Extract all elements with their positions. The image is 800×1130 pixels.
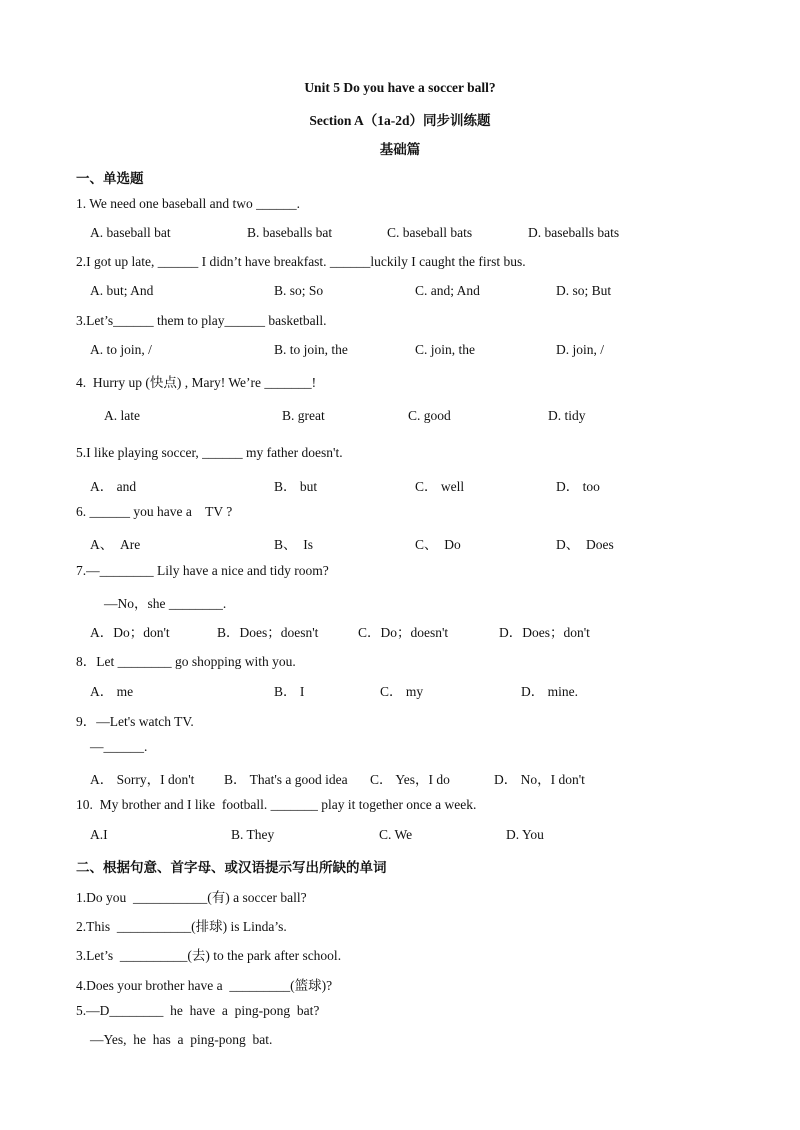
section-heading-multiple-choice: 一、单选题: [76, 171, 144, 187]
question-option: D． mine.: [521, 684, 578, 699]
question-option: B. to join, the: [274, 342, 348, 357]
question-option: B．Does；doesn't: [217, 625, 319, 640]
question-option: D. baseballs bats: [528, 225, 620, 240]
question-stem: 4. Hurry up (快点) , Mary! We’re _______!: [76, 375, 317, 390]
fill-in-item: 1.Do you ___________(有) a soccer ball?: [76, 890, 307, 905]
question-option: D. tidy: [548, 408, 586, 423]
question-option: D． No，I don't: [494, 772, 585, 787]
question-option: A． and: [90, 479, 137, 494]
question-stem: 2.I got up late, ______ I didn’t have breakfast. ______luckily I caught the first bus.: [76, 254, 526, 269]
fill-in-item: 2.This ___________(排球) is Linda’s.: [76, 919, 287, 934]
question-option: A. baseball bat: [90, 225, 171, 240]
question-stem: 8．Let ________ go shopping with you.: [76, 654, 296, 669]
question-option: C． Yes，I do: [370, 772, 450, 787]
question-option: C. join, the: [415, 342, 475, 357]
question-option: D. so; But: [556, 283, 612, 298]
question-option: A. to join, /: [90, 342, 152, 357]
question-option: C. good: [408, 408, 451, 423]
question-stem: 5.I like playing soccer, ______ my father doesn't.: [76, 445, 343, 460]
worksheet-subtitle: Section A（1a-2d）同步训练题: [309, 113, 491, 128]
question-option: B. baseballs bat: [247, 225, 333, 240]
fill-in-item: 5.—D________ he have a ping-pong bat?: [76, 1003, 320, 1018]
question-stem: 3.Let’s______ them to play______ basketball.: [76, 313, 327, 328]
question-stem-reply: —______.: [90, 739, 148, 754]
fill-in-item-reply: —Yes, he has a ping-pong bat.: [90, 1032, 273, 1047]
section-heading-fill-in: 二、根据句意、首字母、或汉语提示写出所缺的单词: [76, 860, 387, 876]
question-stem: 1. We need one baseball and two ______.: [76, 196, 300, 211]
question-stem: 9．—Let's watch TV.: [76, 714, 194, 729]
question-stem: 10. My brother and I like football. _______ play it together once a week.: [76, 797, 477, 812]
question-option: D．Does；don't: [499, 625, 590, 640]
question-option: B． That's a good idea: [224, 772, 348, 787]
question-option: D. join, /: [556, 342, 605, 357]
question-option: A、 Are: [90, 537, 141, 552]
question-option: A．Do；don't: [90, 625, 170, 640]
question-option: A． Sorry，I don't: [90, 772, 195, 787]
question-option: C、 Do: [415, 537, 461, 552]
question-option: C． well: [415, 479, 465, 494]
fill-in-item: 4.Does your brother have a _________(篮球)?: [76, 978, 333, 993]
question-option: B、 Is: [274, 537, 314, 552]
question-option: D. You: [506, 827, 544, 842]
question-option: A.I: [90, 827, 108, 842]
question-option: B. They: [231, 827, 275, 842]
question-stem: 6. ______ you have a TV ?: [76, 504, 233, 519]
worksheet-title: Unit 5 Do you have a soccer ball?: [304, 80, 496, 95]
question-option: D． too: [556, 479, 600, 494]
question-option: C． my: [380, 684, 424, 699]
question-stem: 7.—________ Lily have a nice and tidy room?: [76, 563, 329, 578]
question-option: B． but: [274, 479, 318, 494]
question-option: C. baseball bats: [387, 225, 473, 240]
question-option: C. We: [379, 827, 413, 842]
question-stem-reply: —No，she ________.: [104, 596, 227, 611]
fill-in-item: 3.Let’s __________(去) to the park after school.: [76, 948, 342, 963]
worksheet-level: 基础篇: [379, 142, 421, 157]
question-option: B. great: [282, 408, 325, 423]
question-option: C. and; And: [415, 283, 480, 298]
question-option: A. late: [104, 408, 140, 423]
question-option: B. so; So: [274, 283, 324, 298]
question-option: B． I: [274, 684, 305, 699]
question-option: A. but; And: [90, 283, 154, 298]
question-option: A． me: [90, 684, 134, 699]
question-option: D、 Does: [556, 537, 614, 552]
question-option: C．Do；doesn't: [358, 625, 449, 640]
